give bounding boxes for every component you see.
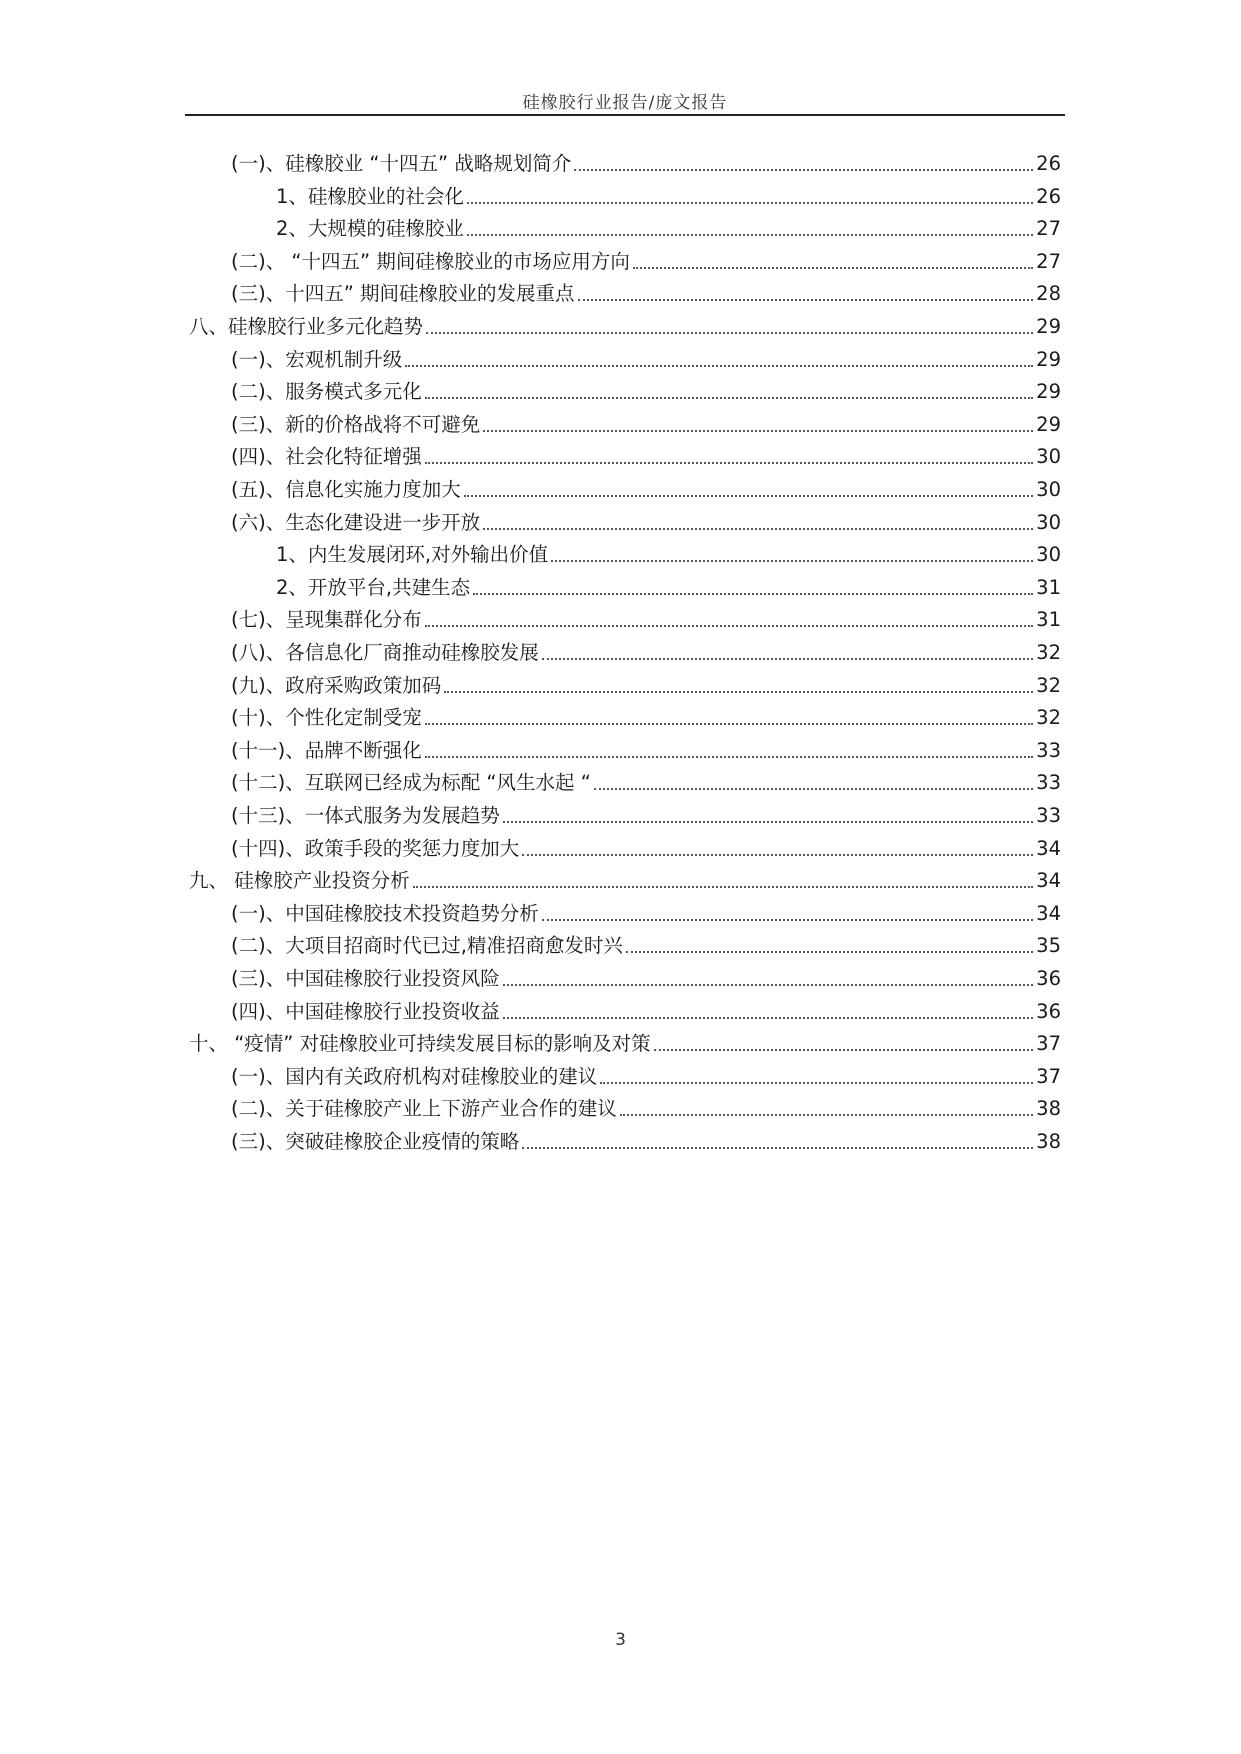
toc-entry-title: (八)、各信息化厂商推动硅橡胶发展 <box>231 641 539 664</box>
toc-dot-leader <box>542 919 1033 921</box>
toc-entry-page: 32 <box>1036 673 1061 697</box>
toc-dot-leader <box>483 430 1033 432</box>
toc-entry-page: 36 <box>1036 999 1061 1023</box>
toc-entry[interactable] <box>231 1128 1061 1156</box>
toc-dot-leader <box>522 854 1033 856</box>
toc-entry-page: 34 <box>1036 836 1061 860</box>
toc-entry-title: 八、硅橡胶行业多元化趋势 <box>189 315 424 338</box>
toc-dot-leader <box>425 625 1033 627</box>
toc-entry-page: 30 <box>1036 543 1061 567</box>
toc-entry[interactable] <box>231 280 1061 308</box>
toc-entry-title: (三)、新的价格战将不可避免 <box>231 412 481 436</box>
toc-entry-page: 30 <box>1036 445 1061 469</box>
toc-dot-leader <box>473 593 1033 595</box>
toc-entry[interactable] <box>231 802 1061 830</box>
toc-entry-title: (十四)、政策手段的奖惩力度加大 <box>231 836 520 860</box>
toc-entry-page: 37 <box>1036 1032 1061 1056</box>
toc-entry-page: 27 <box>1036 249 1061 273</box>
toc-entry-title: 九、 硅橡胶产业投资分析 <box>189 869 410 893</box>
toc-entry-page: 33 <box>1036 738 1061 762</box>
toc-entry[interactable] <box>231 509 1061 537</box>
toc-dot-leader <box>503 821 1033 823</box>
toc-entry-title: (一)、国内有关政府机构对硅橡胶业的建议 <box>231 1064 598 1088</box>
toc-entry[interactable] <box>276 574 1061 602</box>
toc-entry-page: 29 <box>1036 412 1061 436</box>
toc-dot-leader <box>464 495 1033 497</box>
toc-entry-page: 38 <box>1036 1130 1061 1153</box>
toc-dot-leader <box>444 691 1033 693</box>
toc-entry[interactable] <box>231 835 1061 863</box>
toc-entry-page: 34 <box>1036 901 1061 925</box>
toc-entry-page: 29 <box>1036 315 1061 338</box>
toc-entry-title: (一)、中国硅橡胶技术投资趋势分析 <box>231 901 539 925</box>
toc-entry-page: 33 <box>1036 771 1061 795</box>
toc-dot-leader <box>654 1049 1034 1051</box>
toc-entry-page: 29 <box>1036 347 1061 371</box>
toc-entry-page: 35 <box>1036 934 1061 958</box>
toc-entry-title: (七)、呈现集群化分布 <box>231 608 422 632</box>
toc-dot-leader <box>467 234 1033 236</box>
toc-dot-leader <box>626 951 1033 953</box>
toc-entry[interactable] <box>231 769 1061 797</box>
toc-dot-leader <box>413 886 1033 888</box>
toc-dot-leader <box>620 1114 1033 1116</box>
toc-entry-title: 2、开放平台,共建生态 <box>276 575 471 599</box>
toc-entry-title: (一)、宏观机制升级 <box>231 347 403 371</box>
toc-entry-title: (一)、硅橡胶业 “十四五” 战略规划简介 <box>231 152 572 175</box>
toc-entry-title: (三)、突破硅橡胶企业疫情的策略 <box>231 1130 520 1153</box>
toc-dot-leader <box>483 528 1033 530</box>
toc-entry[interactable] <box>231 737 1061 765</box>
toc-dot-leader <box>600 1082 1033 1084</box>
toc-entry-page: 33 <box>1036 804 1061 827</box>
toc-dot-leader <box>405 365 1033 367</box>
toc-entry[interactable] <box>231 248 1061 276</box>
toc-entry[interactable] <box>231 150 1061 178</box>
toc-entry-title: (三)、十四五” 期间硅橡胶业的发展重点 <box>231 282 575 306</box>
toc-entry-title: (六)、生态化建设进一步开放 <box>231 510 481 534</box>
toc-entry-title: (十三)、一体式服务为发展趋势 <box>231 804 500 827</box>
toc-dot-leader <box>503 1017 1033 1019</box>
toc-dot-leader <box>425 462 1033 464</box>
toc-entry[interactable] <box>231 998 1061 1026</box>
toc-entry[interactable] <box>231 965 1061 993</box>
toc-entry-title: (二)、关于硅橡胶产业上下游产业合作的建议 <box>231 1097 617 1121</box>
toc-entry-title: 1、硅橡胶业的社会化 <box>276 184 464 208</box>
toc-entry-title: (五)、信息化实施力度加大 <box>231 478 461 501</box>
toc-entry-title: (三)、中国硅橡胶行业投资风险 <box>231 967 500 990</box>
toc-entry[interactable] <box>231 443 1061 471</box>
toc-dot-leader <box>578 299 1034 301</box>
toc-entry-title: 1、内生发展闭环,对外输出价值 <box>276 543 549 567</box>
toc-dot-leader <box>503 984 1033 986</box>
toc-entry[interactable] <box>189 1030 1061 1058</box>
header-rule <box>185 114 1065 116</box>
toc-entry[interactable] <box>231 476 1061 504</box>
toc-dot-leader <box>633 267 1033 269</box>
toc-entry[interactable] <box>189 867 1061 895</box>
toc-entry-title: (二)、大项目招商时代已过,精准招商愈发时兴 <box>231 934 623 958</box>
toc-entry[interactable] <box>231 411 1061 439</box>
running-header-title: 硅橡胶行业报告/庞文报告 <box>522 93 728 113</box>
toc-entry[interactable] <box>231 378 1061 406</box>
toc-entry-page: 36 <box>1036 967 1061 990</box>
toc-entry-page: 32 <box>1036 706 1061 730</box>
toc-entry-title: (十二)、互联网已经成为标配 “风生水起 “ <box>231 771 591 795</box>
toc-entry-page: 29 <box>1036 380 1061 404</box>
toc-entry[interactable] <box>189 313 1061 341</box>
toc-entry-title: (十一)、品牌不断强化 <box>231 738 422 762</box>
toc-entry-page: 31 <box>1036 575 1061 599</box>
toc-entry[interactable] <box>231 346 1061 374</box>
toc-entry-page: 30 <box>1036 510 1061 534</box>
toc-entry[interactable] <box>231 639 1061 667</box>
toc-entry[interactable] <box>231 704 1061 732</box>
toc-entry[interactable] <box>276 215 1061 243</box>
toc-entry-page: 26 <box>1036 184 1061 208</box>
toc-entry-page: 37 <box>1036 1064 1061 1088</box>
toc-dot-leader <box>542 658 1033 660</box>
toc-entry[interactable] <box>276 541 1061 569</box>
toc-entry-page: 28 <box>1036 282 1061 306</box>
toc-entry-page: 38 <box>1036 1097 1061 1121</box>
toc-dot-leader <box>594 788 1033 790</box>
page-number: 3 <box>615 1630 626 1650</box>
toc-dot-leader <box>551 560 1033 562</box>
toc-entry-page: 31 <box>1036 608 1061 632</box>
toc-dot-leader <box>425 397 1033 399</box>
toc-entry-title: (二)、服务模式多元化 <box>231 380 422 404</box>
toc-entry[interactable] <box>231 932 1061 960</box>
toc-entry-page: 27 <box>1036 217 1061 241</box>
toc-dot-leader <box>426 332 1033 334</box>
toc-entry-title: 十、 “疫情” 对硅橡胶业可持续发展目标的影响及对策 <box>189 1032 651 1056</box>
toc-entry-page: 26 <box>1036 152 1061 175</box>
toc-dot-leader <box>467 202 1033 204</box>
toc-entry-title: (四)、中国硅橡胶行业投资收益 <box>231 999 500 1023</box>
toc-entry-title: (十)、个性化定制受宠 <box>231 706 422 730</box>
toc-entry[interactable] <box>231 672 1061 700</box>
toc-dot-leader <box>574 169 1033 171</box>
toc-entry-title: 2、大规模的硅橡胶业 <box>276 217 464 241</box>
toc-entry-title: (九)、政府采购政策加码 <box>231 673 442 697</box>
toc-entry-page: 34 <box>1036 869 1061 893</box>
toc-entry[interactable] <box>231 1095 1061 1123</box>
toc-entry[interactable] <box>231 1063 1061 1091</box>
toc-dot-leader <box>425 756 1033 758</box>
toc-entry[interactable] <box>231 900 1061 928</box>
toc-entry[interactable] <box>231 606 1061 634</box>
toc-dot-leader <box>522 1147 1033 1149</box>
toc-entry-title: (四)、社会化特征增强 <box>231 445 422 469</box>
toc-entry-page: 30 <box>1036 478 1061 501</box>
toc-entry-page: 32 <box>1036 641 1061 664</box>
toc-entry[interactable] <box>276 183 1061 211</box>
toc-entry-title: (二)、 “十四五” 期间硅橡胶业的市场应用方向 <box>231 249 630 273</box>
toc-dot-leader <box>425 723 1033 725</box>
